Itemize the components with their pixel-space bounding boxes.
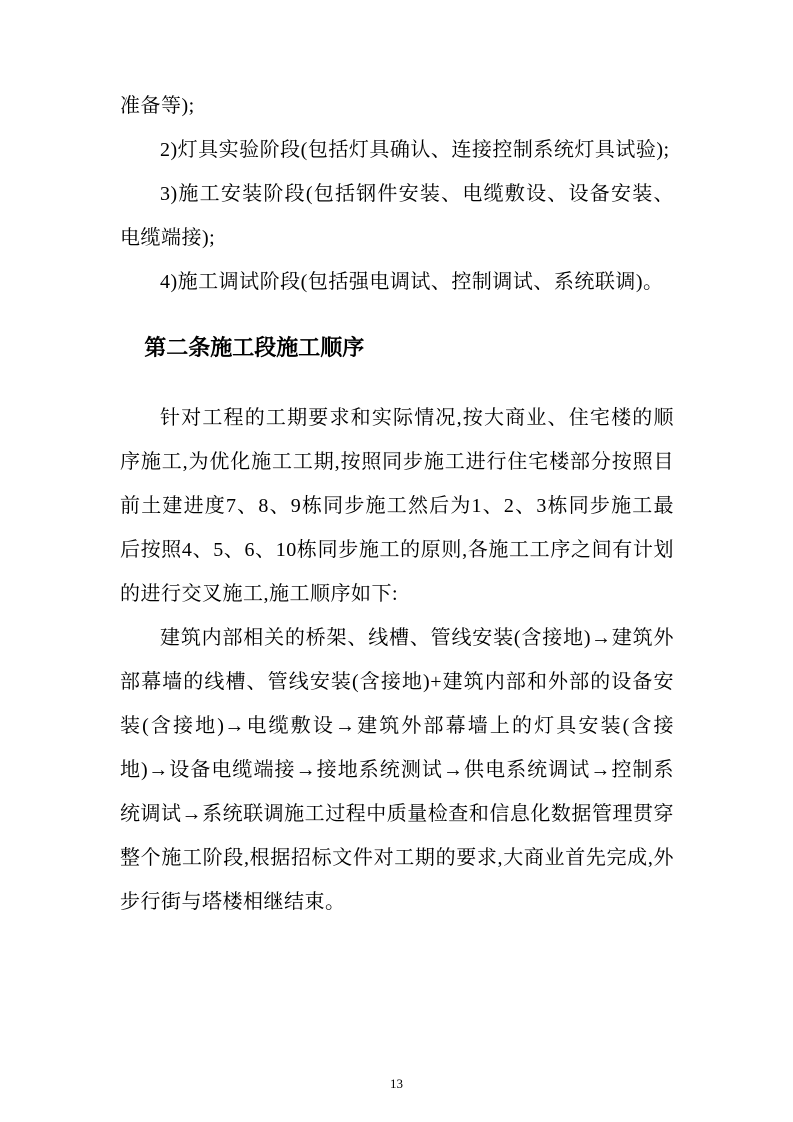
list-item-2: 2)灯具实验阶段(包括灯具确认、连接控制系统灯具试验); — [160, 139, 670, 161]
list-item-3: 3)施工安装阶段(包括钢件安装、电缆敷设、设备安装、电缆端接); — [120, 183, 674, 249]
section-heading: 第二条施工段施工顺序 — [144, 335, 365, 360]
paragraph-sequence-intro: 针对工程的工期要求和实际情况,按大商业、住宅楼的顺序施工,为优化施工工期,按照同步施工进行住宅楼部分按照目前土建进度7、8、9栋同步施工然后为1、2、3栋同步施工最后按照4、5、6、10栋同步施工的原则,各施工工序之间有计划的进行交叉施工,施工顺序如下: — [120, 407, 674, 605]
paragraph-sequence-flow: 建筑内部相关的桥架、线槽、管线安装(含接地)→建筑外部幕墙的线槽、管线安装(含接地)+建筑内部和外部的设备安装(含接地)→电缆敷设→建筑外部幕墙上的灯具安装(含接地)→设备电缆端接→接地系统测试→供电系统调试→控制系统调试→系统联调施工过程中质量检查和信息化数据管理贯穿整个施工阶段,根据招标文件对工期的要求,大商业首先完成,外步行街与塔楼相继结束。 — [120, 627, 674, 913]
page-number: 13 — [390, 1076, 403, 1091]
list-item-4: 4)施工调试阶段(包括强电调试、控制调试、系统联调)。 — [160, 271, 664, 293]
document-body — [120, 84, 674, 924]
paragraph-continuation: 准备等); — [120, 95, 195, 117]
